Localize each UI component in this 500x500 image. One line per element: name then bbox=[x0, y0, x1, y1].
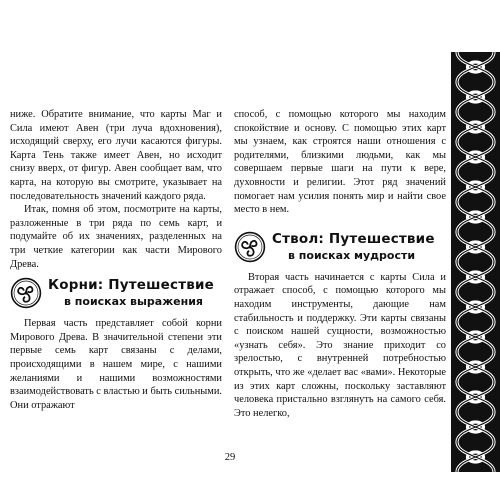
section-subtitle: в поисках выражения bbox=[64, 294, 203, 308]
paragraph: Первая часть представляет собой корни Мирового Древа. В значительной степени эти первые семь карт связаны с делами, происходящими в нашем мире, с нашими желаниями и нашими возможностями взаимодействовать с властью и быть сильными. Они отражают bbox=[10, 318, 222, 411]
section-heading-trunk bbox=[234, 231, 446, 263]
section-title: Корни: Путешествие bbox=[48, 277, 215, 294]
section-title: Ствол: Путешествие bbox=[272, 231, 435, 247]
right-column bbox=[234, 108, 446, 420]
celtic-knot-border-icon bbox=[451, 52, 500, 472]
paragraph: ниже. Обратите внимание, что карты Маг и Сила имеют Авен (три луча вдохновения), исходящий сверху, его лучи касаются фигуры. Карта Тень также имеет Авен, но исходит снизу вверх, от фигур. Авен сообщает вам, что карта, на которую вы смотрите, указывает на последовательность значений каждого ряда. bbox=[10, 109, 222, 202]
section-heading-roots bbox=[10, 277, 222, 309]
paragraph: Вторая часть начинается с карты Сила и отражает способ, с помощью которого мы находим инструменты, дающие нам стабильность и поддержку. Эти карты связаны с поиском нашей сущности, возможностью «узнать себя». Это знание приходит со зрелостью, с внутренней потребностью открыть, что же «делает вас «вами». Некоторые из этих карт сложны, поскольку заставляют человека пристально взглянуть на самого себя. Это нелегко, bbox=[234, 271, 446, 419]
triskele-emblem-icon bbox=[234, 231, 266, 263]
page-number: 29 bbox=[224, 452, 236, 463]
left-column bbox=[10, 108, 222, 412]
paragraph: Итак, помня об этом, посмотрите на карты, разложенные в три ряда по семь карт, и подумайте об их значениях, разделенных на три четкие категории как части Мирового Древа. bbox=[10, 204, 222, 270]
paragraph: способ, с помощью которого мы находим спокойствие и основу. С помощью этих карт мы узнаем, как строятся наши отношения с родителями, близкими людьми, как мы совершаем первые шаги на пути к вере, духовности и религии. Этот ряд значений помогает нам усилия понять мир и найти свое место в нем. bbox=[234, 109, 446, 216]
triskele-emblem-icon bbox=[10, 277, 42, 309]
section-subtitle: в поисках мудрости bbox=[288, 248, 416, 262]
